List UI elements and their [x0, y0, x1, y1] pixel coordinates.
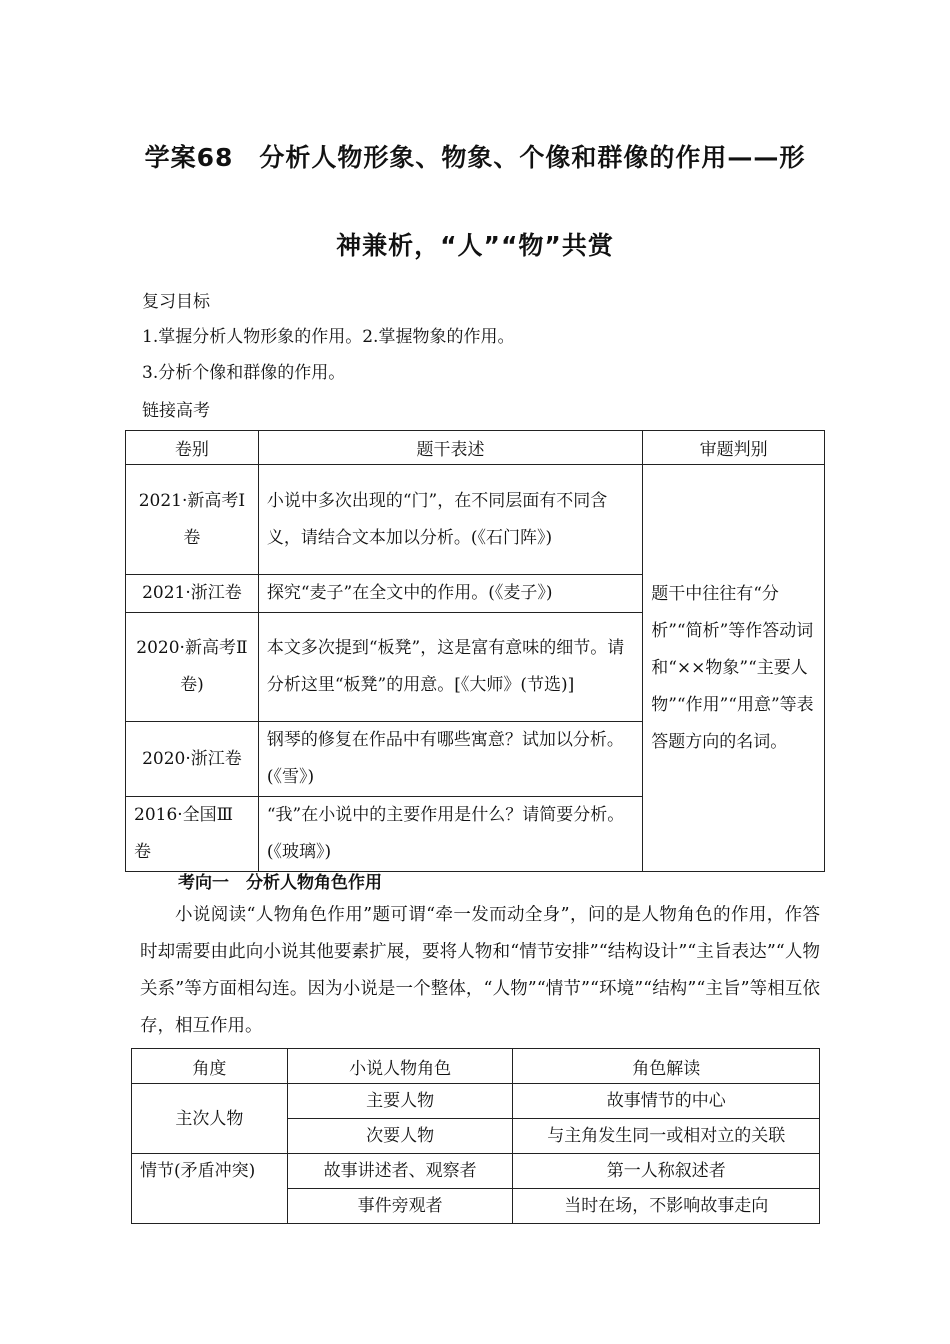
table-row — [126, 465, 825, 575]
role-cell: 次要人物 — [287, 1119, 513, 1154]
col-header-reading: 角色解读 — [513, 1049, 820, 1084]
role-cell: 事件旁观者 — [287, 1189, 513, 1224]
review-heading: 复习目标 — [142, 292, 210, 312]
reading-cell: 与主角发生同一或相对立的关联 — [513, 1119, 820, 1154]
col-header-paper: 卷别 — [126, 431, 259, 465]
page-title-line-1: 学案68 分析人物形象、物象、个像和群像的作用——形 — [144, 143, 806, 172]
paper-cell: 2020·浙江卷 — [126, 722, 259, 797]
question-cell: 钢琴的修复在作品中有哪些寓意？试加以分析。(《雪》) — [258, 722, 642, 797]
link-heading: 链接高考 — [142, 401, 210, 421]
col-header-judgement: 审题判别 — [643, 431, 825, 465]
col-header-role: 小说人物角色 — [287, 1049, 513, 1084]
goal-1: 1.掌握分析人物形象的作用。2.掌握物象的作用。 — [142, 327, 515, 347]
paper-cell: 2020·新高考Ⅱ卷) — [126, 613, 259, 722]
paper-cell: 2021·新高考Ⅰ卷 — [126, 465, 259, 575]
exam-table-header — [126, 431, 825, 465]
question-cell: “我”在小说中的主要作用是什么？请简要分析。(《玻璃》) — [258, 797, 642, 872]
angle-cell: 主次人物 — [132, 1084, 288, 1154]
reading-cell: 当时在场，不影响故事走向 — [513, 1189, 820, 1224]
table-row — [132, 1154, 820, 1189]
table-row — [132, 1084, 820, 1119]
paper-cell: 2016·全国Ⅲ卷 — [126, 797, 259, 872]
question-cell: 本文多次提到“板凳”，这是富有意味的细节。请分析这里“板凳”的用意。[《大师》(节选)] — [258, 613, 642, 722]
angle-cell: 情节(矛盾冲突) — [132, 1154, 288, 1224]
paper-cell: 2021·浙江卷 — [126, 575, 259, 613]
col-header-angle: 角度 — [132, 1049, 288, 1084]
role-table-header — [132, 1049, 820, 1084]
goal-2: 3.分析个像和群像的作用。 — [142, 363, 346, 383]
reading-cell: 第一人称叙述者 — [513, 1154, 820, 1189]
question-cell: 探究“麦子”在全文中的作用。(《麦子》) — [258, 575, 642, 613]
role-cell: 故事讲述者、观察者 — [287, 1154, 513, 1189]
role-table — [131, 1048, 820, 1224]
role-cell: 主要人物 — [287, 1084, 513, 1119]
reading-cell: 故事情节的中心 — [513, 1084, 820, 1119]
col-header-question: 题干表述 — [258, 431, 642, 465]
body-paragraph: 小说阅读“人物角色作用”题可谓“牵一发而动全身”，问的是人物角色的作用，作答时却需要由此向小说其他要素扩展，要将人物和“情节安排”“结构设计”“主旨表达”“人物关系”等方面相勾连。因为小说是一个整体，“人物”“情节”“环境”“结构”“主旨”等相互依存，相互作用。 — [140, 905, 820, 1036]
question-cell: 小说中多次出现的“门”，在不同层面有不同含义，请结合文本加以分析。(《石门阵》) — [258, 465, 642, 575]
page-title-line-2: 神兼析，“人”“物”共赏 — [336, 231, 614, 260]
exam-table — [125, 430, 825, 872]
judgement-cell: 题干中往往有“分析”“简析”等作答动词和“××物象”“主要人物”“作用”“用意”等表答题方向的名词。 — [643, 465, 825, 872]
section-heading: 考向一 分析人物角色作用 — [178, 873, 382, 893]
